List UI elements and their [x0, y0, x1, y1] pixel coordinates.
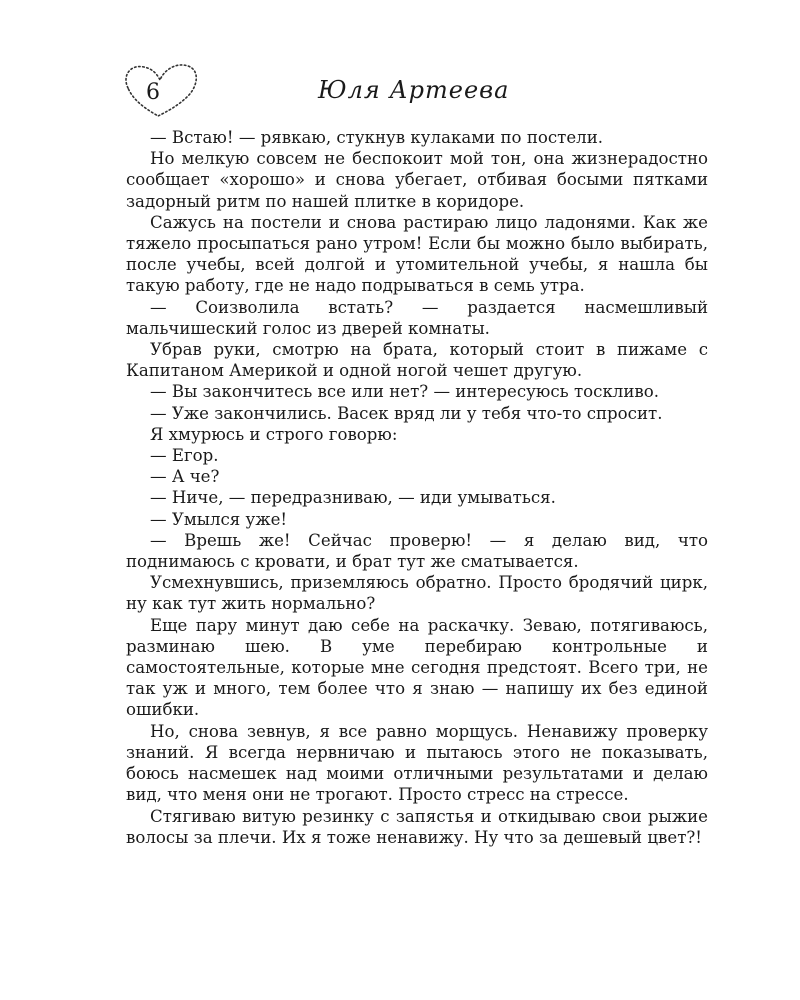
paragraph: — Встаю! — рявкаю, стукнув кулаками по постели. — [150, 128, 604, 147]
paragraph: — Вы закончитесь все или нет? — интересуюсь тоскливо. — [150, 382, 660, 402]
dotted-heart-icon — [118, 58, 204, 120]
paragraph: — Умылся уже! — [150, 509, 288, 529]
paragraph: Еще пару минут даю себе на раскачку. Зеваю, потягиваюсь, разминаю шею. В уме перебираю контрольные и самостоятельные, которые мне сегодня предстоят. Всего три, не так уж и много, тем более что я знаю — напишу их без единой ошибки. — [126, 615, 708, 720]
running-header-author: Юля Артеева — [318, 76, 510, 104]
paragraph: Усмехнувшись, приземляюсь обратно. Просто бродячий цирк, ну как тут жить нормально? — [126, 573, 708, 614]
paragraph: Убрав руки, смотрю на брата, который стоит в пижаме с Капитаном Америкой и одной ногой чешет другую. — [126, 340, 708, 381]
text-body — [126, 127, 708, 848]
paragraph: — Соизволила встать? — раздается насмешливый мальчишеский голос из дверей комнаты. — [126, 297, 708, 338]
paragraph: Сажусь на постели и снова растираю лицо ладонями. Как же тяжело просыпаться рано утром! Если бы можно было выбирать, после учебы, всей долгой и утомительной учебы, я нашла бы такую работу, где не надо подрываться в семь утра. — [126, 212, 708, 296]
paragraph: — Уже закончились. Васек вряд ли у тебя что-то спросит. — [150, 403, 663, 423]
paragraph: Но, снова зевнув, я все равно морщусь. Ненавижу проверку знаний. Я всегда нервничаю и пытаюсь этого не показывать, боюсь насмешек над моими отличными результатами и делаю вид, что меня они не трогают. Просто стресс на стрессе. — [126, 721, 708, 805]
page-number: 6 — [146, 80, 160, 105]
paragraph: Но мелкую совсем не беспокоит мой тон, она жизнерадостно сообщает «хорошо» и снова убегает, отбивая босыми пятками задорный ритм по нашей плитке в коридоре. — [126, 149, 708, 211]
paragraph: Стягиваю витую резинку с запястья и откидываю свои рыжие волосы за плечи. Их я тоже ненавижу. Ну что за дешевый цвет?! — [126, 806, 708, 847]
paragraph: Я хмурюсь и строго говорю: — [150, 424, 398, 444]
paragraph: — Ниче, — передразниваю, — иди умываться. — [150, 488, 556, 508]
paragraph: — Врешь же! Сейчас проверю! — я делаю вид, что поднимаюсь с кровати, и брат тут же сматывается. — [126, 530, 708, 572]
page-number-badge — [118, 58, 204, 120]
paragraph: — Егор. — [150, 446, 219, 466]
paragraph: — А че? — [150, 467, 220, 487]
